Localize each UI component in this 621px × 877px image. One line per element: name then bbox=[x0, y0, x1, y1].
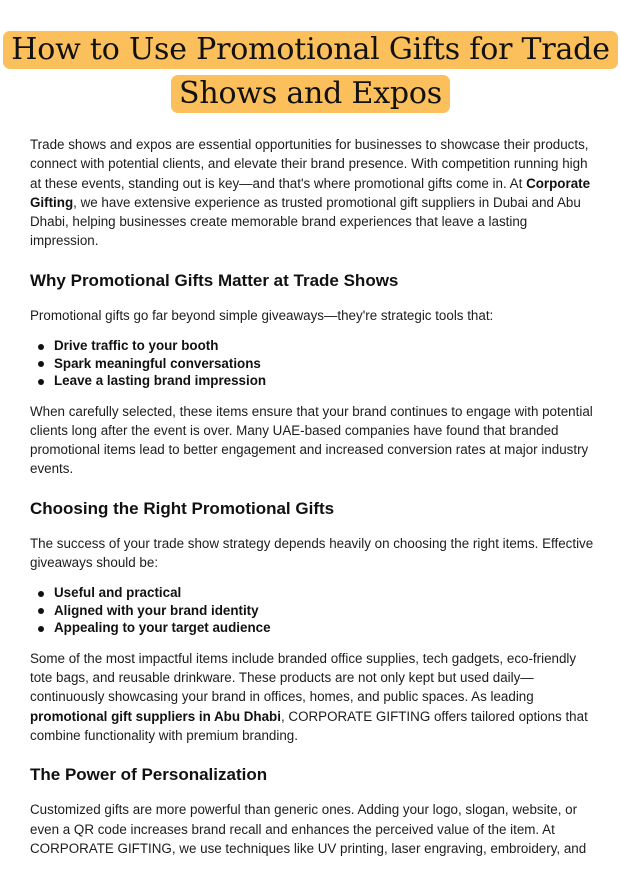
choosing-body-text-a: Some of the most impactful items include branded office supplies, tech gadgets, eco-friendly tote bags, and reusable drinkware. These products are not only kept but used daily—continuously showcasing your brand in offices, homes, and public spaces. As leading bbox=[30, 650, 577, 705]
section-personalization-body: Customized gifts are more powerful than generic ones. Adding your logo, slogan, website, or even a QR code increases brand recall and enhances the perceived value of the item. At CORPORATE GIFTING, we use techniques like UV printing, laser engraving, embroidery, and bbox=[30, 802, 587, 856]
title-line-1: How to Use Promotional Gifts for Trade bbox=[3, 31, 618, 69]
section-heading-choosing: Choosing the Right Promotional Gifts bbox=[30, 498, 335, 518]
intro-text-b: , we have extensive experience as trusted promotional gift suppliers in Dubai and Abu Dhabi, helping businesses create memorable brand experiences that leave a lasting impression. bbox=[30, 194, 581, 249]
intro-paragraph bbox=[30, 135, 595, 251]
section-heading-why: Why Promotional Gifts Matter at Trade Shows bbox=[30, 270, 399, 290]
list-item: Aligned with your brand identity bbox=[30, 602, 595, 620]
list-item: Spark meaningful conversations bbox=[30, 355, 595, 373]
list-item: Drive traffic to your booth bbox=[30, 337, 595, 355]
list-item: Leave a lasting brand impression bbox=[30, 372, 595, 390]
choosing-body-bold: promotional gift suppliers in Abu Dhabi bbox=[30, 708, 281, 724]
section-why-list bbox=[30, 337, 595, 390]
section-choosing-lead: The success of your trade show strategy depends heavily on choosing the right items. Effective giveaways should be: bbox=[30, 535, 594, 571]
section-choosing-list bbox=[30, 584, 595, 637]
title-line-2: Shows and Expos bbox=[171, 75, 450, 113]
section-why-body: When carefully selected, these items ensure that your brand continues to engage with potential clients long after the event is over. Many UAE-based companies have found that branded promotional items lead to better engagement and increased conversion rates at major industry events. bbox=[30, 403, 593, 477]
article-body bbox=[30, 135, 595, 858]
list-item: Appealing to your target audience bbox=[30, 619, 595, 637]
section-heading-personalization: The Power of Personalization bbox=[30, 765, 268, 785]
choosing-body-text-b: , CORPORATE GIFTING offers tailored options that combine functionality with premium branding. bbox=[30, 708, 588, 744]
intro-brand-name: Corporate Gifting bbox=[30, 175, 591, 210]
intro-text-a: Trade shows and expos are essential opportunities for businesses to showcase their products, connect with potential clients, and elevate their brand presence. With competition running high at these events, standing out is key—and that's where promotional gifts come in. At bbox=[30, 137, 589, 191]
page-title bbox=[0, 31, 621, 113]
section-choosing-body bbox=[30, 649, 595, 745]
list-item: Useful and practical bbox=[30, 584, 595, 602]
section-why-lead: Promotional gifts go far beyond simple giveaways—they're strategic tools that: bbox=[30, 307, 494, 323]
